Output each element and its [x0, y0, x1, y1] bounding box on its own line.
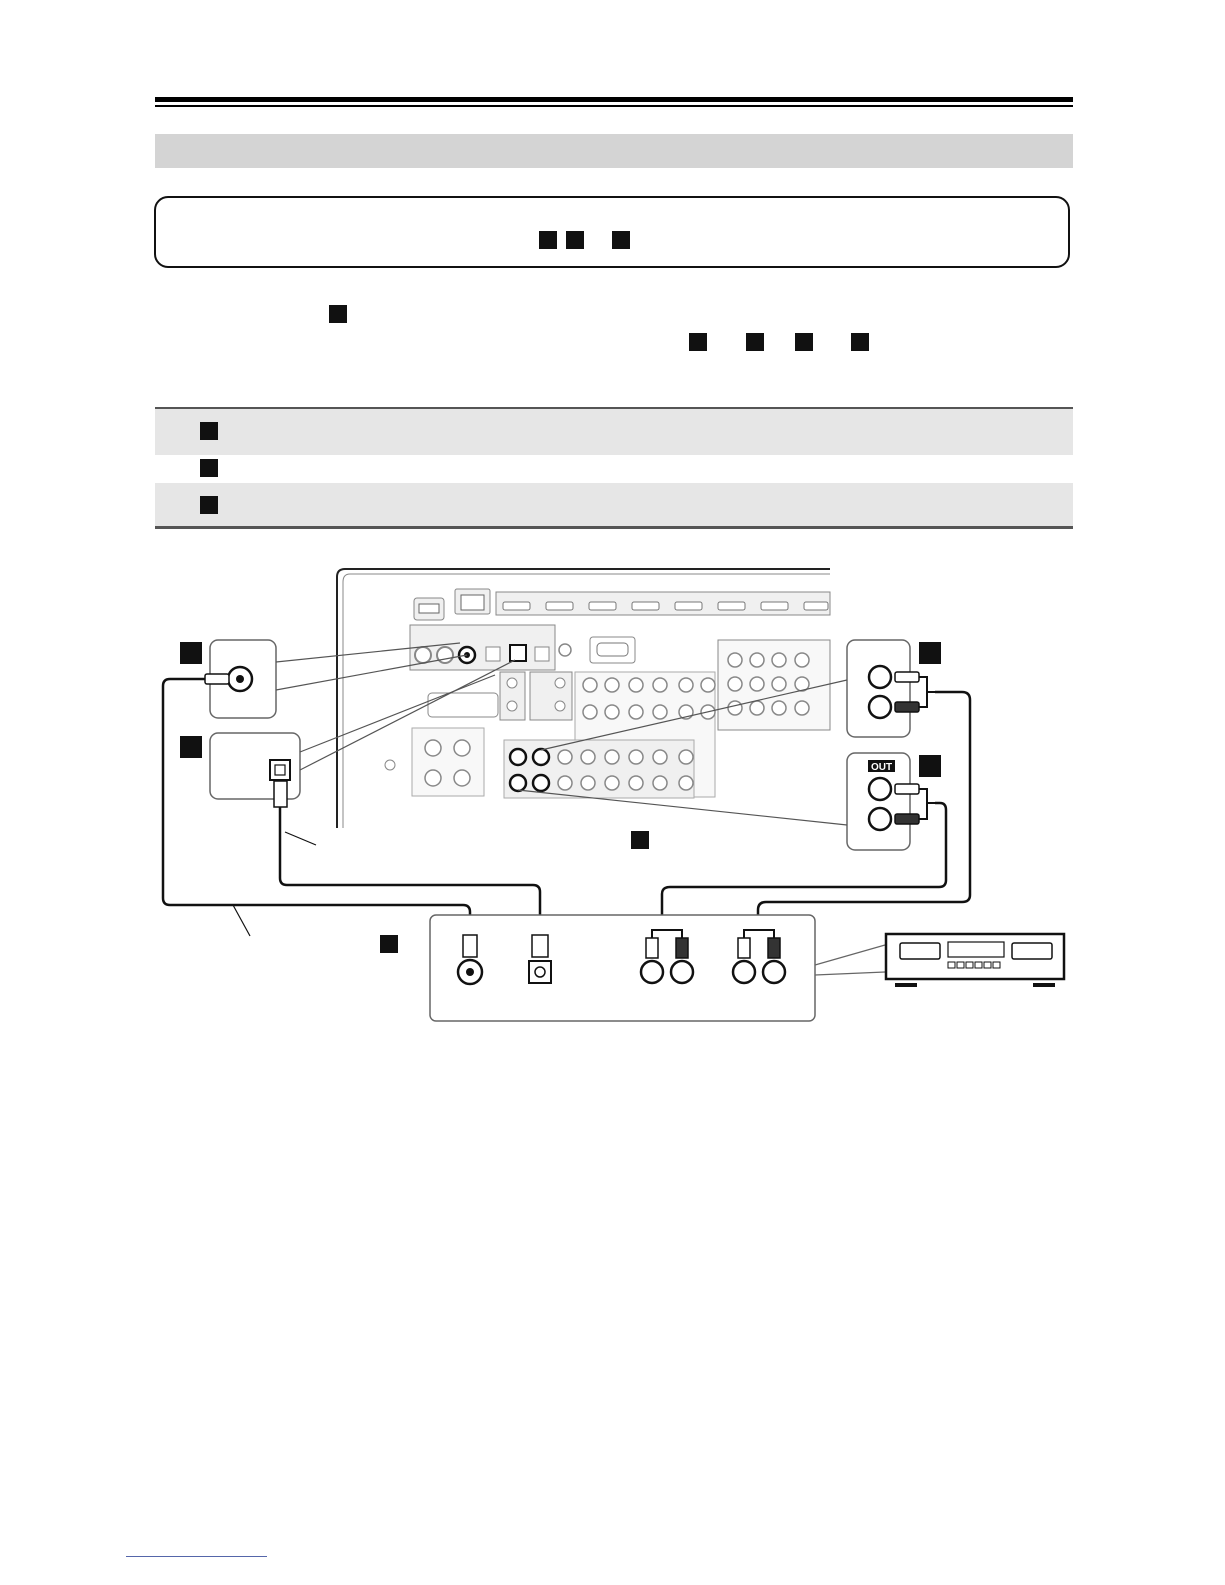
cable-ref-marker — [631, 831, 649, 849]
cable-ref-marker — [380, 935, 398, 953]
out-jack-label: OUT — [870, 762, 893, 773]
receiver-rear-panel — [337, 569, 830, 828]
cassette-deck-illustration — [886, 934, 1064, 987]
source-device-panel — [430, 915, 885, 1021]
footer-link-underline[interactable] — [126, 1556, 267, 1557]
optical-cable-leader — [285, 832, 316, 845]
callout-ref-marker — [919, 642, 941, 664]
callout-ref-marker — [180, 642, 202, 664]
callout-ref-marker — [180, 736, 202, 758]
callout-ref-marker — [919, 755, 941, 777]
coaxial-cable-leader — [233, 905, 250, 936]
